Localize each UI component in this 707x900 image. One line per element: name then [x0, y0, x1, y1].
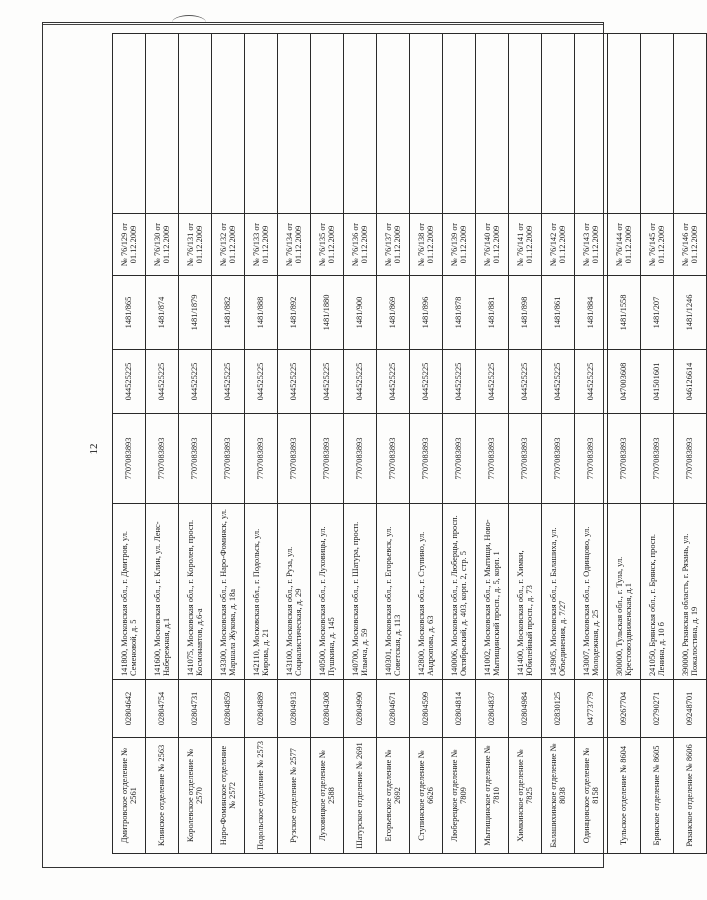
- okpo-cell: 02804599: [410, 680, 443, 738]
- reg-number-cell: 1481/1879: [179, 276, 212, 350]
- okpo-cell: 02804754: [146, 680, 179, 738]
- blank-cell: [410, 34, 443, 214]
- inn-cell: 7707083893: [443, 414, 476, 504]
- branch-name-cell: Клинское отделение № 2563: [146, 738, 179, 854]
- reg-number-cell: 1481/878: [443, 276, 476, 350]
- address-cell: 143100, Московская обл., г. Руза, ул. Социалистическая, д. 29: [278, 504, 311, 680]
- inn-cell: 7707083893: [113, 414, 146, 504]
- bik-cell: 044525225: [575, 350, 608, 414]
- document-number-cell: № 76/135 от 01.12.2009: [311, 214, 344, 276]
- reg-number-cell: 1481/1880: [311, 276, 344, 350]
- branch-name-cell: Балашихинское отделение № 8038: [542, 738, 575, 854]
- document-number-cell: № 76/139 от 01.12.2009: [443, 214, 476, 276]
- branch-name-cell: Шатурское отделение № 2691: [344, 738, 377, 854]
- document-number-cell: № 76/138 от 01.12.2009: [410, 214, 443, 276]
- okpo-cell: 02804671: [377, 680, 410, 738]
- branch-name-cell: Рузское отделение № 2577: [278, 738, 311, 854]
- table-body: [113, 34, 707, 854]
- rotated-page: [52, 30, 699, 860]
- table-row: [608, 34, 641, 854]
- document-number-cell: № 76/132 от 01.12.2009: [212, 214, 245, 276]
- reg-number-cell: 1481/861: [542, 276, 575, 350]
- address-cell: 141800, Московская обл., г. Дмитров, ул. Семеновой, д. 5: [113, 504, 146, 680]
- blank-cell: [212, 34, 245, 214]
- bik-cell: 044525225: [443, 350, 476, 414]
- address-cell: 143300, Московская обл., г. Наро-Фоминск, ул. Маршала Жукова, д. 18а: [212, 504, 245, 680]
- table-row: [377, 34, 410, 854]
- document-number-cell: № 76/134 от 01.12.2009: [278, 214, 311, 276]
- address-cell: 390000, Рязанская область, г. Рязань, ул. Пожалостина, д. 19: [674, 504, 707, 680]
- reg-number-cell: 1481/888: [245, 276, 278, 350]
- table-row: [575, 34, 608, 854]
- bik-cell: 041501601: [641, 350, 674, 414]
- bik-cell: 044525225: [113, 350, 146, 414]
- bik-cell: 044525225: [179, 350, 212, 414]
- okpo-cell: 02804990: [344, 680, 377, 738]
- okpo-cell: 09267704: [608, 680, 641, 738]
- table-row: [443, 34, 476, 854]
- okpo-cell: 02804859: [212, 680, 245, 738]
- branch-name-cell: Егорьевское отделение № 2692: [377, 738, 410, 854]
- address-cell: 140301, Московская обл., г. Егорьевск, ул. Советская, д. 113: [377, 504, 410, 680]
- okpo-cell: 09248701: [674, 680, 707, 738]
- inn-cell: 7707083893: [212, 414, 245, 504]
- inn-cell: 7707083893: [311, 414, 344, 504]
- branches-table: [112, 33, 707, 854]
- inn-cell: 7707083893: [179, 414, 212, 504]
- landscape-content: [52, 30, 699, 860]
- table-row: [278, 34, 311, 854]
- okpo-cell: 02804731: [179, 680, 212, 738]
- blank-cell: [146, 34, 179, 214]
- inn-cell: 7707083893: [410, 414, 443, 504]
- blank-cell: [311, 34, 344, 214]
- page-number: 12: [88, 443, 100, 455]
- document-number-cell: № 76/133 от 01.12.2009: [245, 214, 278, 276]
- table-row: [410, 34, 443, 854]
- branch-name-cell: Подольское отделение № 2573: [245, 738, 278, 854]
- reg-number-cell: 1481/892: [278, 276, 311, 350]
- blank-cell: [245, 34, 278, 214]
- reg-number-cell: 1481/882: [212, 276, 245, 350]
- okpo-cell: 02804913: [278, 680, 311, 738]
- table-row: [179, 34, 212, 854]
- bik-cell: 046126614: [674, 350, 707, 414]
- table-row: [212, 34, 245, 854]
- address-cell: 141075, Московская обл., г. Королев, просп. Космонавтов, д.6-а: [179, 504, 212, 680]
- blank-cell: [476, 34, 509, 214]
- branch-name-cell: Мытищинское отделение № 7810: [476, 738, 509, 854]
- inn-cell: 7707083893: [476, 414, 509, 504]
- branch-name-cell: Луховицкое отделение № 2588: [311, 738, 344, 854]
- blank-cell: [674, 34, 707, 214]
- bik-cell: 044525225: [245, 350, 278, 414]
- address-cell: 142110, Московская обл., г. Подольск, ул. Кирова, д. 21: [245, 504, 278, 680]
- inn-cell: 7707083893: [278, 414, 311, 504]
- address-cell: 141400, Московская обл., г. Химки, Юбилейный просп., д. 73: [509, 504, 542, 680]
- reg-number-cell: 1481/874: [146, 276, 179, 350]
- bik-cell: 044525225: [509, 350, 542, 414]
- document-number-cell: № 76/140 от 01.12.2009: [476, 214, 509, 276]
- branch-name-cell: Люберецкое отделение № 7809: [443, 738, 476, 854]
- table-row: [476, 34, 509, 854]
- address-cell: 141002, Московская обл., г. Мытищи, Ново-Мытищинский просп., д. 5, корп. 1: [476, 504, 509, 680]
- okpo-cell: 02790271: [641, 680, 674, 738]
- blank-cell: [113, 34, 146, 214]
- branch-name-cell: Дмитровское отделение № 2561: [113, 738, 146, 854]
- bik-cell: 044525225: [542, 350, 575, 414]
- table-row: [509, 34, 542, 854]
- branch-name-cell: Одинцовское отделение № 8158: [575, 738, 608, 854]
- bik-cell: 044525225: [212, 350, 245, 414]
- table-row: [344, 34, 377, 854]
- document-number-cell: № 76/145 от 01.12.2009: [641, 214, 674, 276]
- inn-cell: 7707083893: [245, 414, 278, 504]
- address-cell: 142800, Московская обл., г. Ступино, ул. Андропова, д. 63: [410, 504, 443, 680]
- document-number-cell: № 76/136 от 01.12.2009: [344, 214, 377, 276]
- address-cell: 140500, Московская обл., г. Луховицы, ул. Пушкина, д. 145: [311, 504, 344, 680]
- blank-cell: [443, 34, 476, 214]
- address-cell: 300000, Тульская обл., г. Тула, ул. Крестовоздвиженская, д.1: [608, 504, 641, 680]
- blank-cell: [377, 34, 410, 214]
- okpo-cell: 04773779: [575, 680, 608, 738]
- inn-cell: 7707083893: [146, 414, 179, 504]
- address-cell: 140006, Московская обл., г. Люберцы, просп. Октябрьский, д. 403, корп. 2, стр. 5: [443, 504, 476, 680]
- document-number-cell: № 76/141 от 01.12.2009: [509, 214, 542, 276]
- inn-cell: 7707083893: [377, 414, 410, 504]
- branch-name-cell: Ступинское отделение № 6626: [410, 738, 443, 854]
- branch-name-cell: Рязанское отделение № 8606: [674, 738, 707, 854]
- address-cell: 141600, Московская обл., г. Клин, ул. Ленс-Набережная, д.1: [146, 504, 179, 680]
- okpo-cell: 02804889: [245, 680, 278, 738]
- document-number-cell: № 76/143 от 01.12.2009: [575, 214, 608, 276]
- reg-number-cell: 1481/884: [575, 276, 608, 350]
- blank-cell: [575, 34, 608, 214]
- address-cell: 241050, Брянская обл., г. Брянск, просп. Ленина, д. 10 б: [641, 504, 674, 680]
- inn-cell: 7707083893: [575, 414, 608, 504]
- table-row: [542, 34, 575, 854]
- branch-name-cell: Брянское отделение № 8605: [641, 738, 674, 854]
- blank-cell: [278, 34, 311, 214]
- bik-cell: 044525225: [476, 350, 509, 414]
- okpo-cell: 02804984: [509, 680, 542, 738]
- inn-cell: 7707083893: [509, 414, 542, 504]
- okpo-cell: 02804308: [311, 680, 344, 738]
- table-row: [245, 34, 278, 854]
- okpo-cell: 02804837: [476, 680, 509, 738]
- reg-number-cell: 1481/896: [410, 276, 443, 350]
- reg-number-cell: 1481/900: [344, 276, 377, 350]
- bik-cell: 044525225: [146, 350, 179, 414]
- blank-cell: [608, 34, 641, 214]
- table-row: [641, 34, 674, 854]
- reg-number-cell: 1481/898: [509, 276, 542, 350]
- inn-cell: 7707083893: [542, 414, 575, 504]
- okpo-cell: 02804642: [113, 680, 146, 738]
- blank-cell: [641, 34, 674, 214]
- inn-cell: 7707083893: [344, 414, 377, 504]
- branch-name-cell: Наро-Фоминское отделение № 2572: [212, 738, 245, 854]
- document-number-cell: № 76/137 от 01.12.2009: [377, 214, 410, 276]
- table-row: [113, 34, 146, 854]
- address-cell: 143007, Московская обл., г. Одинцово, ул. Молодежная, д. 25: [575, 504, 608, 680]
- table-row: [311, 34, 344, 854]
- reg-number-cell: 1481/881: [476, 276, 509, 350]
- address-cell: 140700, Московская обл., г. Шатура, просп. Ильича, д. 59: [344, 504, 377, 680]
- bik-cell: 044525225: [311, 350, 344, 414]
- blank-cell: [179, 34, 212, 214]
- document-number-cell: № 76/146 от 01.12.2009: [674, 214, 707, 276]
- reg-number-cell: 1481/869: [377, 276, 410, 350]
- table-row: [146, 34, 179, 854]
- blank-cell: [542, 34, 575, 214]
- reg-number-cell: 1481/865: [113, 276, 146, 350]
- bik-cell: 044525225: [344, 350, 377, 414]
- table-row: [674, 34, 707, 854]
- bik-cell: 044525225: [377, 350, 410, 414]
- reg-number-cell: 1481/207: [641, 276, 674, 350]
- document-number-cell: № 76/129 от 01.12.2009: [113, 214, 146, 276]
- document-number-cell: № 76/130 от 01.12.2009: [146, 214, 179, 276]
- okpo-cell: 02804814: [443, 680, 476, 738]
- bik-cell: 044525225: [278, 350, 311, 414]
- reg-number-cell: 1481/1558: [608, 276, 641, 350]
- branch-name-cell: Королевское отделение № 2570: [179, 738, 212, 854]
- branch-name-cell: Тульское отделение № 8604: [608, 738, 641, 854]
- inn-cell: 7707083893: [608, 414, 641, 504]
- document-number-cell: № 76/142 от 01.12.2009: [542, 214, 575, 276]
- document-number-cell: № 76/144 от 01.12.2009: [608, 214, 641, 276]
- blank-cell: [509, 34, 542, 214]
- bik-cell: 044525225: [410, 350, 443, 414]
- inn-cell: 7707083893: [674, 414, 707, 504]
- okpo-cell: 02830125: [542, 680, 575, 738]
- inn-cell: 7707083893: [641, 414, 674, 504]
- branch-name-cell: Химкинское отделение № 7825: [509, 738, 542, 854]
- document-number-cell: № 76/131 от 01.12.2009: [179, 214, 212, 276]
- blank-cell: [344, 34, 377, 214]
- reg-number-cell: 1481/1246: [674, 276, 707, 350]
- bik-cell: 047003608: [608, 350, 641, 414]
- address-cell: 143905, Московская обл., г. Балашиха, ул. Объединения, д. 7/27: [542, 504, 575, 680]
